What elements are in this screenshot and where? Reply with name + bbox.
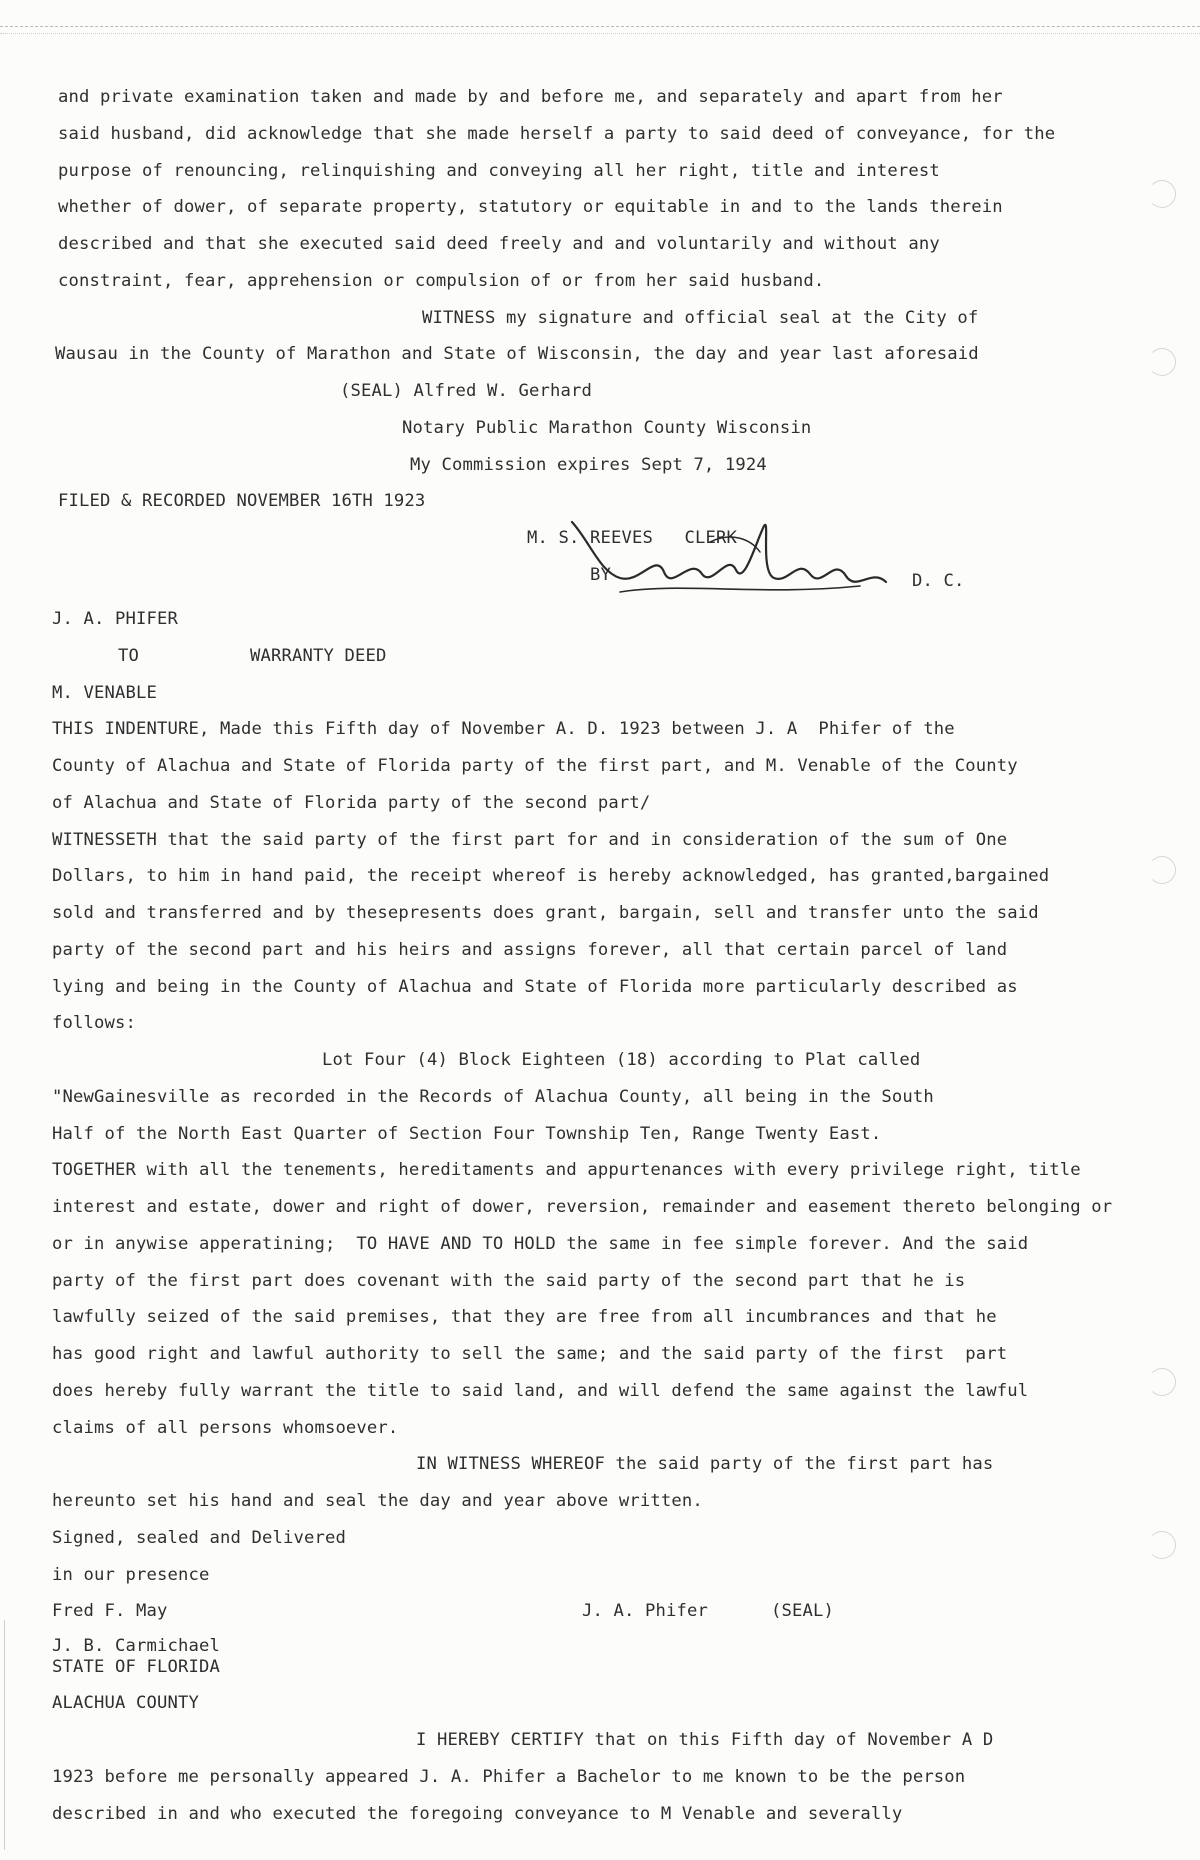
text-line: hereunto set his hand and seal the day and year above written. xyxy=(52,1491,703,1511)
venue-state: STATE OF FLORIDA xyxy=(52,1657,220,1677)
text-line: 1923 before me personally appeared J. A. Phifer a Bachelor to me known to be the person xyxy=(52,1767,966,1787)
text-line: Half of the North East Quarter of Section Four Township Ten, Range Twenty East. xyxy=(52,1124,882,1144)
text-line: lawfully seized of the said premises, that they are free from all incumbrances and that he xyxy=(52,1307,997,1327)
left-margin-rule xyxy=(4,1620,5,1850)
binder-hole-icon xyxy=(1148,180,1176,208)
text-line: lying and being in the County of Alachua and State of Florida more particularly described as xyxy=(52,977,1018,997)
grantor-name: J. A. PHIFER xyxy=(52,609,178,629)
text-line: WITNESS my signature and official seal at the City of xyxy=(422,308,979,328)
text-line: Wausau in the County of Marathon and State of Wisconsin, the day and year last aforesaid xyxy=(55,344,979,364)
text-line: and private examination taken and made by and before me, and separately and apart from her xyxy=(58,87,1003,107)
text-line: sold and transferred and by thesepresents does grant, bargain, sell and transfer unto the said xyxy=(52,903,1039,923)
text-line: of Alachua and State of Florida party of the second part/ xyxy=(52,793,651,813)
text-line: interest and estate, dower and right of dower, reversion, remainder and easement thereto belonging or xyxy=(52,1197,1113,1217)
binder-hole-icon xyxy=(1148,1531,1176,1559)
text-line: Signed, sealed and Delivered xyxy=(52,1528,346,1548)
text-line: WITNESSETH that the said party of the first part for and in consideration of the sum of One xyxy=(52,830,1008,850)
clerk-by: BY xyxy=(590,565,611,585)
witness-name: J. B. Carmichael xyxy=(52,1636,220,1656)
clerk-dc: D. C. xyxy=(912,571,965,591)
text-line: claims of all persons whomsoever. xyxy=(52,1418,399,1438)
text-line: does hereby fully warrant the title to said land, and will defend the same against the lawful xyxy=(52,1381,1029,1401)
commission-expiry: My Commission expires Sept 7, 1924 xyxy=(410,455,767,475)
clerk-signature-icon xyxy=(560,512,900,608)
top-border-rule xyxy=(0,26,1200,27)
binder-hole-icon xyxy=(1148,856,1176,884)
text-line: purpose of renouncing, relinquishing and conveying all her right, title and interest xyxy=(58,161,940,181)
binder-hole-icon xyxy=(1148,1368,1176,1396)
text-line: Dollars, to him in hand paid, the receipt whereof is hereby acknowledged, has granted,bargained xyxy=(52,866,1050,886)
property-lot: Lot Four (4) Block Eighteen (18) according to Plat called xyxy=(322,1050,921,1070)
venue-county: ALACHUA COUNTY xyxy=(52,1693,199,1713)
text-line: THIS INDENTURE, Made this Fifth day of November A. D. 1923 between J. A Phifer of the xyxy=(52,719,955,739)
clerk-name: M. S. REEVES CLERK xyxy=(527,528,737,548)
text-line: or in anywise apperatining; TO HAVE AND TO HOLD the same in fee simple forever. And the said xyxy=(52,1234,1029,1254)
text-line: party of the first part does covenant with the said party of the second part that he is xyxy=(52,1271,966,1291)
deed-to: TO xyxy=(118,646,139,666)
notary-title: Notary Public Marathon County Wisconsin xyxy=(402,418,812,438)
text-line: "NewGainesville as recorded in the Records of Alachua County, all being in the South xyxy=(52,1087,934,1107)
text-line: party of the second part and his heirs and assigns forever, all that certain parcel of land xyxy=(52,940,1008,960)
witness-name: Fred F. May xyxy=(52,1601,168,1621)
top-border-rule-secondary xyxy=(0,33,1200,34)
grantor-signature: J. A. Phifer (SEAL) xyxy=(582,1601,834,1621)
text-line: described in and who executed the foregoing conveyance to M Venable and severally xyxy=(52,1804,903,1824)
text-line: IN WITNESS WHEREOF the said party of the first part has xyxy=(416,1454,994,1474)
notary-seal-name: (SEAL) Alfred W. Gerhard xyxy=(340,381,592,401)
deed-type: WARRANTY DEED xyxy=(250,646,387,666)
text-line: County of Alachua and State of Florida party of the first part, and M. Venable of the County xyxy=(52,756,1018,776)
grantee-name: M. VENABLE xyxy=(52,683,157,703)
filed-recorded: FILED & RECORDED NOVEMBER 16TH 1923 xyxy=(58,491,426,511)
text-line: whether of dower, of separate property, statutory or equitable in and to the lands therein xyxy=(58,197,1003,217)
text-line: I HEREBY CERTIFY that on this Fifth day of November A D xyxy=(416,1730,994,1750)
text-line: follows: xyxy=(52,1013,136,1033)
text-line: constraint, fear, apprehension or compulsion of or from her said husband. xyxy=(58,271,825,291)
binder-hole-icon xyxy=(1148,348,1176,376)
text-line: TOGETHER with all the tenements, hereditaments and appurtenances with every privilege right, title xyxy=(52,1160,1081,1180)
text-line: described and that she executed said deed freely and and voluntarily and without any xyxy=(58,234,940,254)
text-line: has good right and lawful authority to sell the same; and the said party of the first part xyxy=(52,1344,1008,1364)
text-line: in our presence xyxy=(52,1565,210,1585)
text-line: said husband, did acknowledge that she made herself a party to said deed of conveyance, for the xyxy=(58,124,1056,144)
